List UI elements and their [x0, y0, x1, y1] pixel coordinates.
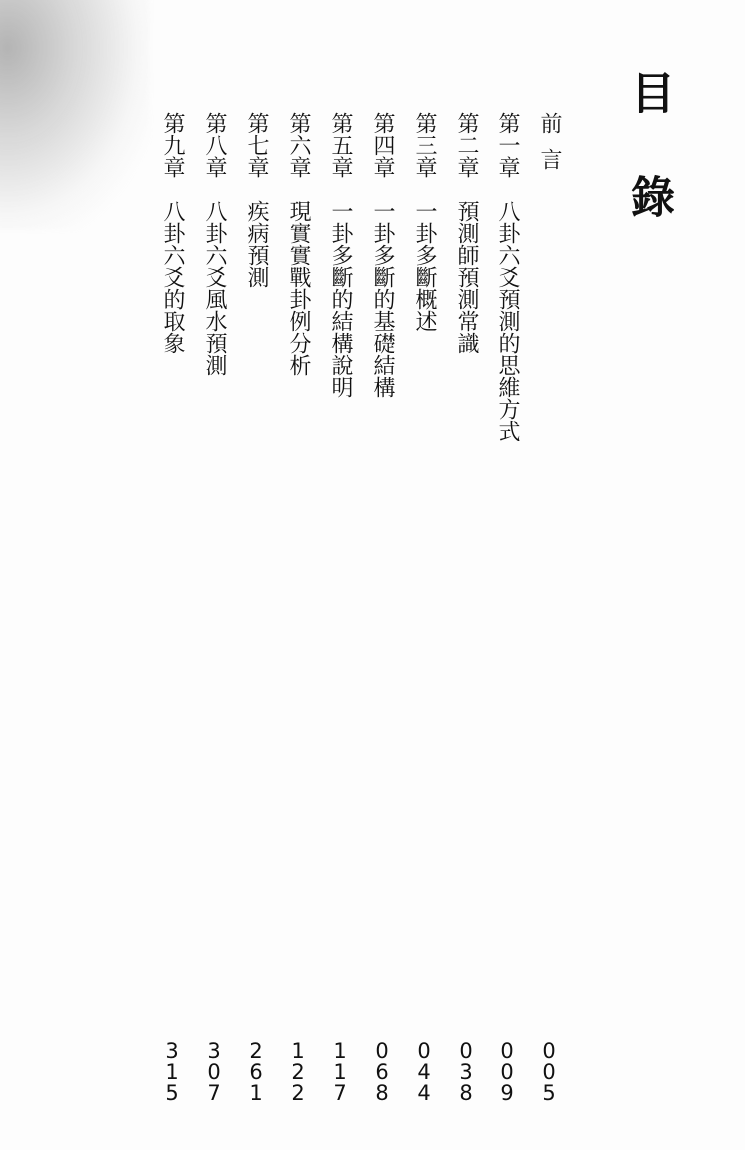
- toc-entry-chapter-3: [410, 112, 438, 1102]
- chapter-title: 一卦多斷的結構說明: [328, 200, 353, 398]
- chapter-title: 現實實戰卦例分析: [286, 200, 311, 376]
- chapter-label: 第八章: [202, 112, 227, 178]
- table-of-contents: [150, 112, 570, 1112]
- chapter-label: 第三章: [412, 112, 437, 178]
- chapter-label: 第一章: [495, 112, 520, 178]
- page-number: 122: [286, 1039, 310, 1102]
- toc-entry-chapter-8: [200, 112, 228, 1102]
- scan-smudge: [0, 0, 150, 230]
- chapter-title: 八卦六爻的取象: [160, 200, 185, 354]
- chapter-label: 第七章: [244, 112, 269, 178]
- chapter-title: 八卦六爻風水預測: [202, 200, 227, 376]
- chapter-label: 第二章: [454, 112, 479, 178]
- toc-entry-preface: [535, 112, 563, 1102]
- page-number: 005: [537, 1039, 561, 1102]
- page-number: 038: [454, 1039, 478, 1102]
- toc-entry-chapter-2: [452, 112, 480, 1102]
- toc-entry-chapter-5: [326, 112, 354, 1102]
- chapter-label: 第五章: [328, 112, 353, 178]
- chapter-label: 第九章: [160, 112, 185, 178]
- toc-entry-chapter-9: [158, 112, 186, 1102]
- page-number: 117: [328, 1039, 352, 1102]
- page-number: 009: [495, 1039, 519, 1102]
- page-number: 261: [244, 1039, 268, 1102]
- chapter-title: 預測師預測常識: [454, 200, 479, 354]
- chapter-label: 第六章: [286, 112, 311, 178]
- chapter-title: 一卦多斷的基礎結構: [370, 200, 395, 398]
- toc-entry-chapter-1: [493, 112, 521, 1102]
- page-number: 307: [202, 1039, 226, 1102]
- chapter-label: 前言: [537, 112, 562, 184]
- toc-entry-chapter-4: [368, 112, 396, 1102]
- toc-entry-chapter-7: [242, 112, 270, 1102]
- page-title: 目錄: [623, 70, 674, 278]
- page-number: 315: [160, 1039, 184, 1102]
- chapter-title: 一卦多斷概述: [412, 200, 437, 332]
- page-number: 068: [370, 1039, 394, 1102]
- chapter-title: 疾病預測: [244, 200, 269, 288]
- chapter-label: 第四章: [370, 112, 395, 178]
- page-number: 044: [412, 1039, 436, 1102]
- toc-entry-chapter-6: [284, 112, 312, 1102]
- chapter-title: 八卦六爻預測的思維方式: [495, 200, 520, 442]
